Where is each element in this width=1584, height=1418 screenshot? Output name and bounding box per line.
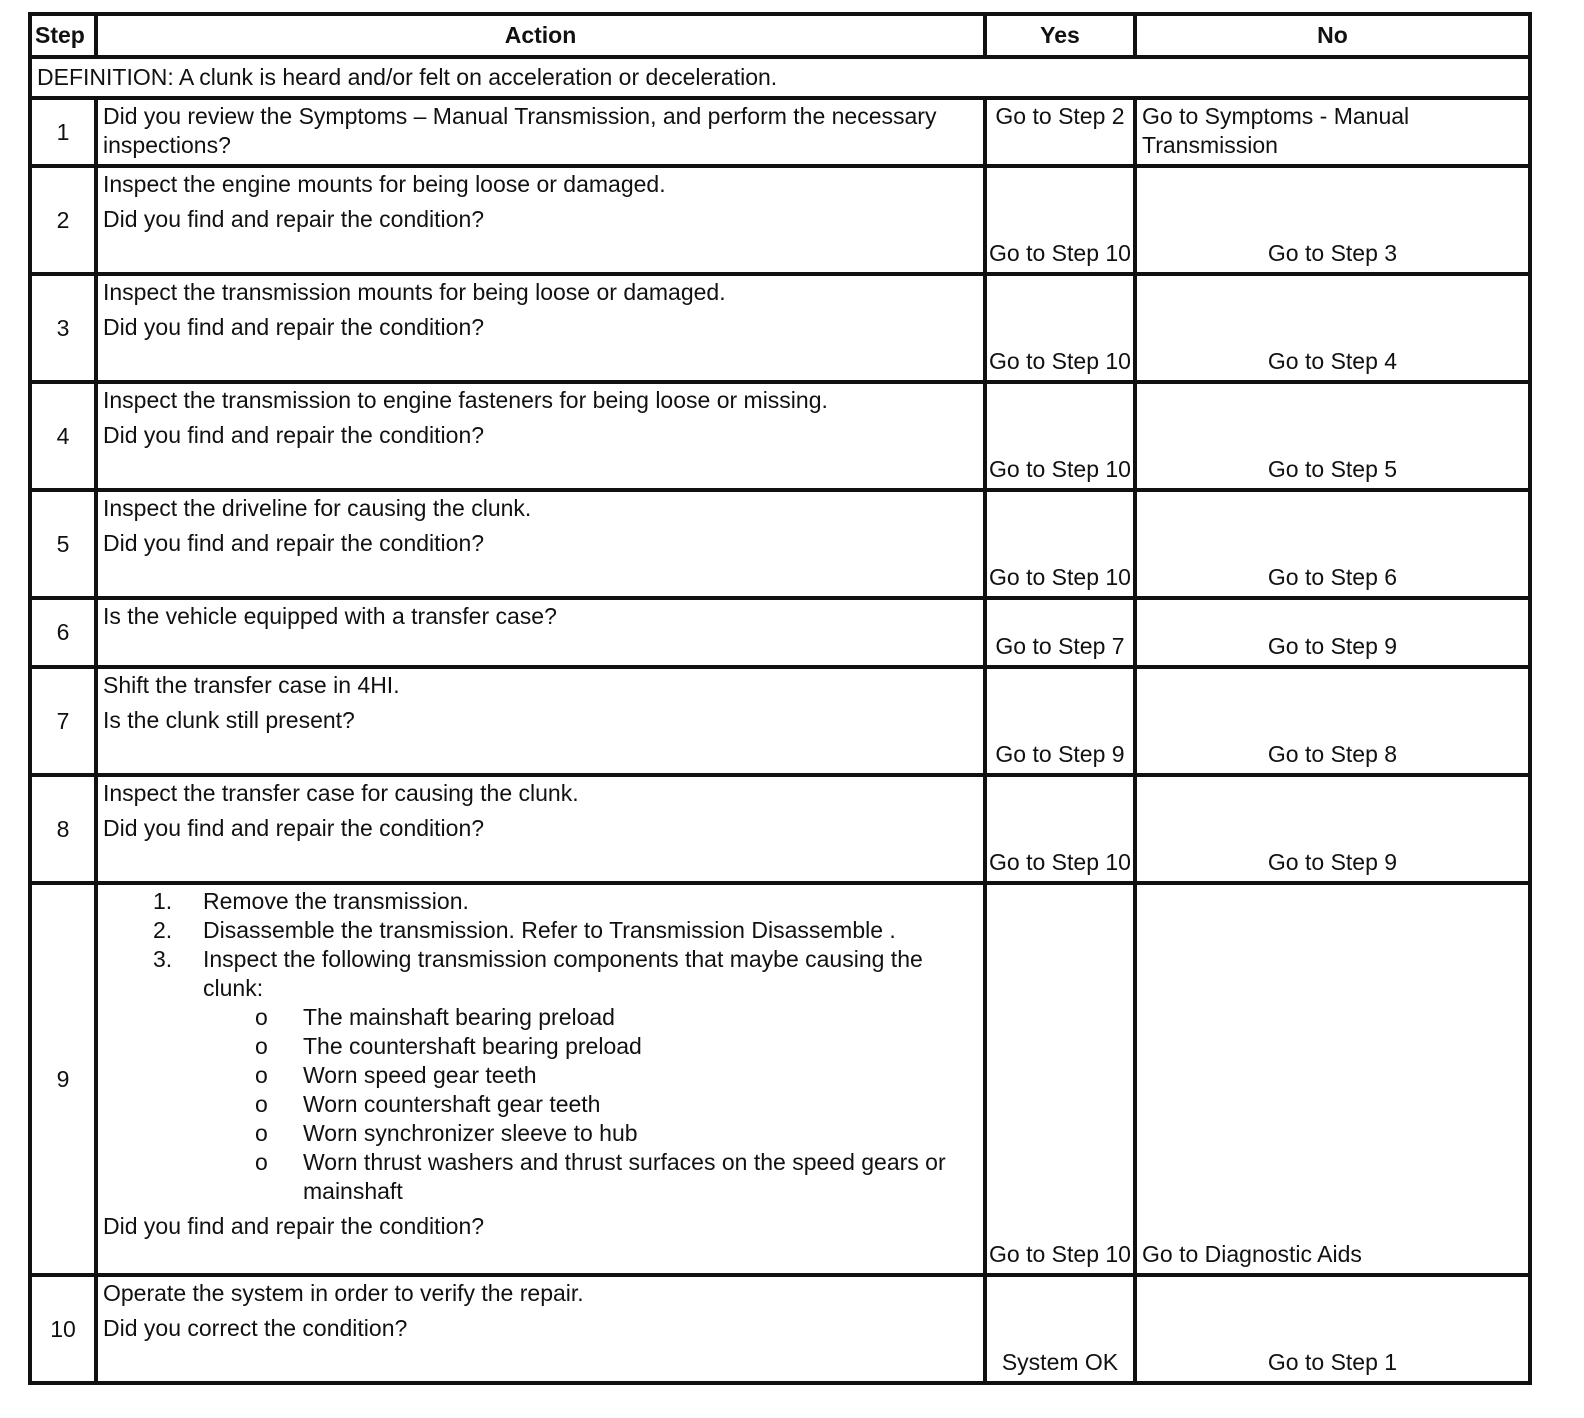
list-number: 1. (153, 888, 173, 914)
diagnostic-table (28, 12, 1532, 1385)
yes-cell: Go to Step 7 (985, 598, 1135, 667)
list-item (103, 887, 978, 916)
action-instruction: Inspect the transmission mounts for being loose or damaged. (103, 279, 726, 305)
yes-column-header: Yes (985, 14, 1135, 57)
action-cell (96, 883, 985, 1275)
action-instruction: Shift the transfer case in 4HI. (103, 672, 400, 698)
no-column-header: No (1135, 14, 1530, 57)
action-cell (96, 490, 985, 598)
yes-cell: Go to Step 10 (985, 274, 1135, 382)
yes-cell: Go to Step 10 (985, 775, 1135, 883)
list-item (203, 1003, 978, 1032)
yes-cell: Go to Step 2 (985, 98, 1135, 166)
list-text: The mainshaft bearing preload (303, 1004, 615, 1030)
no-cell: Go to Step 4 (1135, 274, 1530, 382)
table-row (30, 274, 1530, 382)
definition-row (30, 57, 1530, 98)
step-number: 4 (30, 382, 96, 490)
action-instruction: Inspect the transmission to engine fasteners for being loose or missing. (103, 387, 828, 413)
no-cell: Go to Symptoms - Manual Transmission (1135, 98, 1530, 166)
action-question: Did you find and repair the condition? (103, 314, 485, 340)
table-row (30, 667, 1530, 775)
action-cell: Did you review the Symptoms – Manual Transmission, and perform the necessary inspections? (96, 98, 985, 166)
action-instruction: Inspect the transfer case for causing the clunk. (103, 780, 579, 806)
list-text: Disassemble the transmission. Refer to Transmission Disassemble . (203, 917, 896, 943)
bullet-icon: o (255, 1149, 268, 1175)
no-cell: Go to Step 6 (1135, 490, 1530, 598)
list-text: Inspect the following transmission components that maybe causing the clunk: (203, 946, 923, 1001)
no-cell: Go to Step 8 (1135, 667, 1530, 775)
list-text: Worn countershaft gear teeth (303, 1091, 601, 1117)
list-item (203, 1090, 978, 1119)
action-question: Did you find and repair the condition? (103, 815, 485, 841)
table-row (30, 490, 1530, 598)
table-row (30, 98, 1530, 166)
list-item (203, 1061, 978, 1090)
no-cell: Go to Step 1 (1135, 1275, 1530, 1383)
action-question: Is the clunk still present? (103, 707, 355, 733)
table-row (30, 775, 1530, 883)
list-number: 3. (153, 946, 173, 972)
yes-cell: Go to Step 10 (985, 490, 1135, 598)
step-number: 5 (30, 490, 96, 598)
bullet-icon: o (255, 1120, 268, 1146)
step-number: 10 (30, 1275, 96, 1383)
list-text: Worn synchronizer sleeve to hub (303, 1120, 638, 1146)
list-item (103, 916, 978, 945)
list-item (203, 1119, 978, 1148)
action-question: Did you find and repair the condition? (103, 1213, 485, 1239)
step-column-header: Step (30, 14, 96, 57)
action-cell (96, 775, 985, 883)
step-number: 3 (30, 274, 96, 382)
bullet-icon: o (255, 1033, 268, 1059)
action-question: Did you find and repair the condition? (103, 422, 485, 448)
bullet-icon: o (255, 1004, 268, 1030)
action-instruction: Operate the system in order to verify the repair. (103, 1280, 584, 1306)
action-cell (96, 274, 985, 382)
action-cell (96, 1275, 985, 1383)
step-number: 1 (30, 98, 96, 166)
no-cell: Go to Step 9 (1135, 775, 1530, 883)
list-text: Worn speed gear teeth (303, 1062, 537, 1088)
table-row (30, 382, 1530, 490)
no-cell: Go to Step 5 (1135, 382, 1530, 490)
procedure-list (103, 887, 978, 1206)
step-number: 8 (30, 775, 96, 883)
action-cell: Is the vehicle equipped with a transfer case? (96, 598, 985, 667)
step-number: 7 (30, 667, 96, 775)
step-number: 2 (30, 166, 96, 274)
list-item (203, 1148, 978, 1206)
action-column-header: Action (96, 14, 985, 57)
action-cell (96, 667, 985, 775)
table-row (30, 598, 1530, 667)
list-text: Worn thrust washers and thrust surfaces on the speed gears or mainshaft (303, 1149, 946, 1204)
no-cell: Go to Step 9 (1135, 598, 1530, 667)
table-row (30, 166, 1530, 274)
yes-cell: Go to Step 10 (985, 166, 1135, 274)
yes-cell: Go to Step 10 (985, 883, 1135, 1275)
list-item (203, 1032, 978, 1061)
no-cell: Go to Diagnostic Aids (1135, 883, 1530, 1275)
action-cell (96, 382, 985, 490)
list-number: 2. (153, 917, 173, 943)
step-number: 9 (30, 883, 96, 1275)
table-row (30, 1275, 1530, 1383)
yes-cell: Go to Step 9 (985, 667, 1135, 775)
list-item (103, 945, 978, 1206)
list-text: The countershaft bearing preload (303, 1033, 642, 1059)
bullet-icon: o (255, 1091, 268, 1117)
yes-cell: Go to Step 10 (985, 382, 1135, 490)
header-row (30, 14, 1530, 57)
action-instruction: Inspect the driveline for causing the clunk. (103, 495, 532, 521)
action-cell (96, 166, 985, 274)
yes-cell: System OK (985, 1275, 1135, 1383)
list-text: Remove the transmission. (203, 888, 469, 914)
table-row (30, 883, 1530, 1275)
bullet-icon: o (255, 1062, 268, 1088)
action-question: Did you correct the condition? (103, 1315, 408, 1341)
action-question: Did you find and repair the condition? (103, 206, 485, 232)
action-instruction: Inspect the engine mounts for being loose or damaged. (103, 171, 666, 197)
step-number: 6 (30, 598, 96, 667)
action-question: Did you find and repair the condition? (103, 530, 485, 556)
action-procedure (103, 887, 978, 1206)
definition-text: DEFINITION: A clunk is heard and/or felt on acceleration or deceleration. (30, 57, 1530, 98)
diagnostic-page (28, 12, 1532, 1385)
no-cell: Go to Step 3 (1135, 166, 1530, 274)
component-list (203, 1003, 978, 1206)
